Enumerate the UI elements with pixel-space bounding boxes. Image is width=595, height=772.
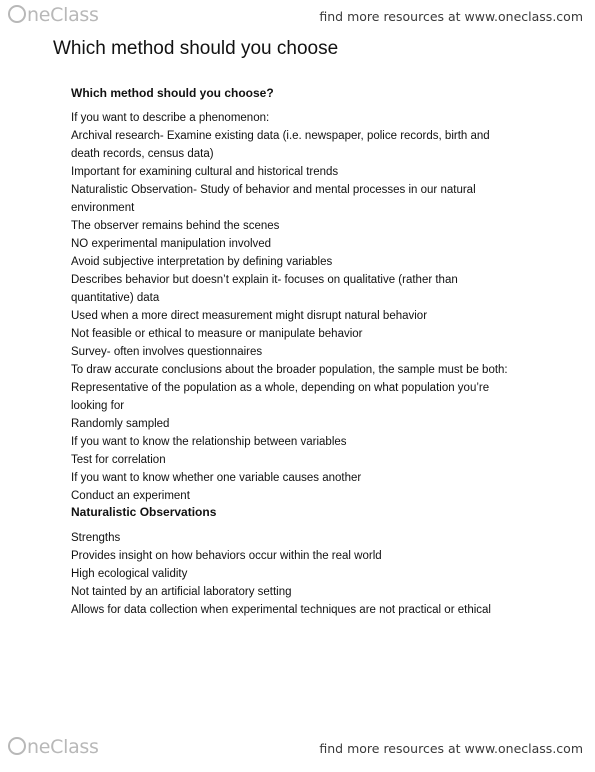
resources-link[interactable]: find more resources at www.oneclass.com [319,741,583,756]
logo-circle-icon [8,737,26,755]
text-line: Describes behavior but doesn’t explain it- focuses on qualitative (rather than [71,274,458,286]
text-line: If you want to describe a phenomenon: [71,112,270,124]
text-line: If you want to know the relationship between variables [71,436,347,448]
text-line: The observer remains behind the scenes [71,220,280,232]
section-body-method [71,109,571,505]
text-line: Representative of the population as a whole, depending on what population you’re [71,382,490,394]
section-heading-naturalistic: Naturalistic Observations [71,505,217,519]
text-line: Randomly sampled [71,418,170,430]
text-line: Not tainted by an artificial laboratory setting [71,586,292,598]
text-line: looking for [71,400,125,412]
text-line: Used when a more direct measurement might disrupt natural behavior [71,310,428,322]
text-line: quantitative) data [71,292,160,304]
text-line: environment [71,202,135,214]
text-line: Strengths [71,532,121,544]
page-title: Which method should you choose [53,38,339,59]
logo-circle-icon [8,5,26,23]
page-footer [0,732,595,772]
text-line: To draw accurate conclusions about the broader population, the sample must be both: [71,364,508,376]
text-line: NO experimental manipulation involved [71,238,272,250]
logo-text: neClass [27,736,99,758]
section-heading-method: Which method should you choose? [71,86,274,100]
text-line: Provides insight on how behaviors occur within the real world [71,550,382,562]
text-line: High ecological validity [71,568,188,580]
text-line: Naturalistic Observation- Study of behavior and mental processes in our natural [71,184,476,196]
logo-text: neClass [27,4,99,26]
text-line: Conduct an experiment [71,490,190,502]
oneclass-logo[interactable] [8,4,99,26]
text-line: Not feasible or ethical to measure or manipulate behavior [71,328,363,340]
text-line: Archival research- Examine existing data (i.e. newspaper, police records, birth and [71,130,490,142]
text-line: Important for examining cultural and historical trends [71,166,339,178]
resources-link[interactable]: find more resources at www.oneclass.com [319,9,583,24]
text-line: death records, census data) [71,148,214,160]
section-body-naturalistic [71,529,591,619]
text-line: Test for correlation [71,454,166,466]
text-line: If you want to know whether one variable causes another [71,472,362,484]
oneclass-logo[interactable] [8,736,99,758]
page-header [0,0,595,40]
text-line: Allows for data collection when experimental techniques are not practical or ethical [71,604,491,616]
text-line: Avoid subjective interpretation by defining variables [71,256,333,268]
text-line: Survey- often involves questionnaires [71,346,263,358]
